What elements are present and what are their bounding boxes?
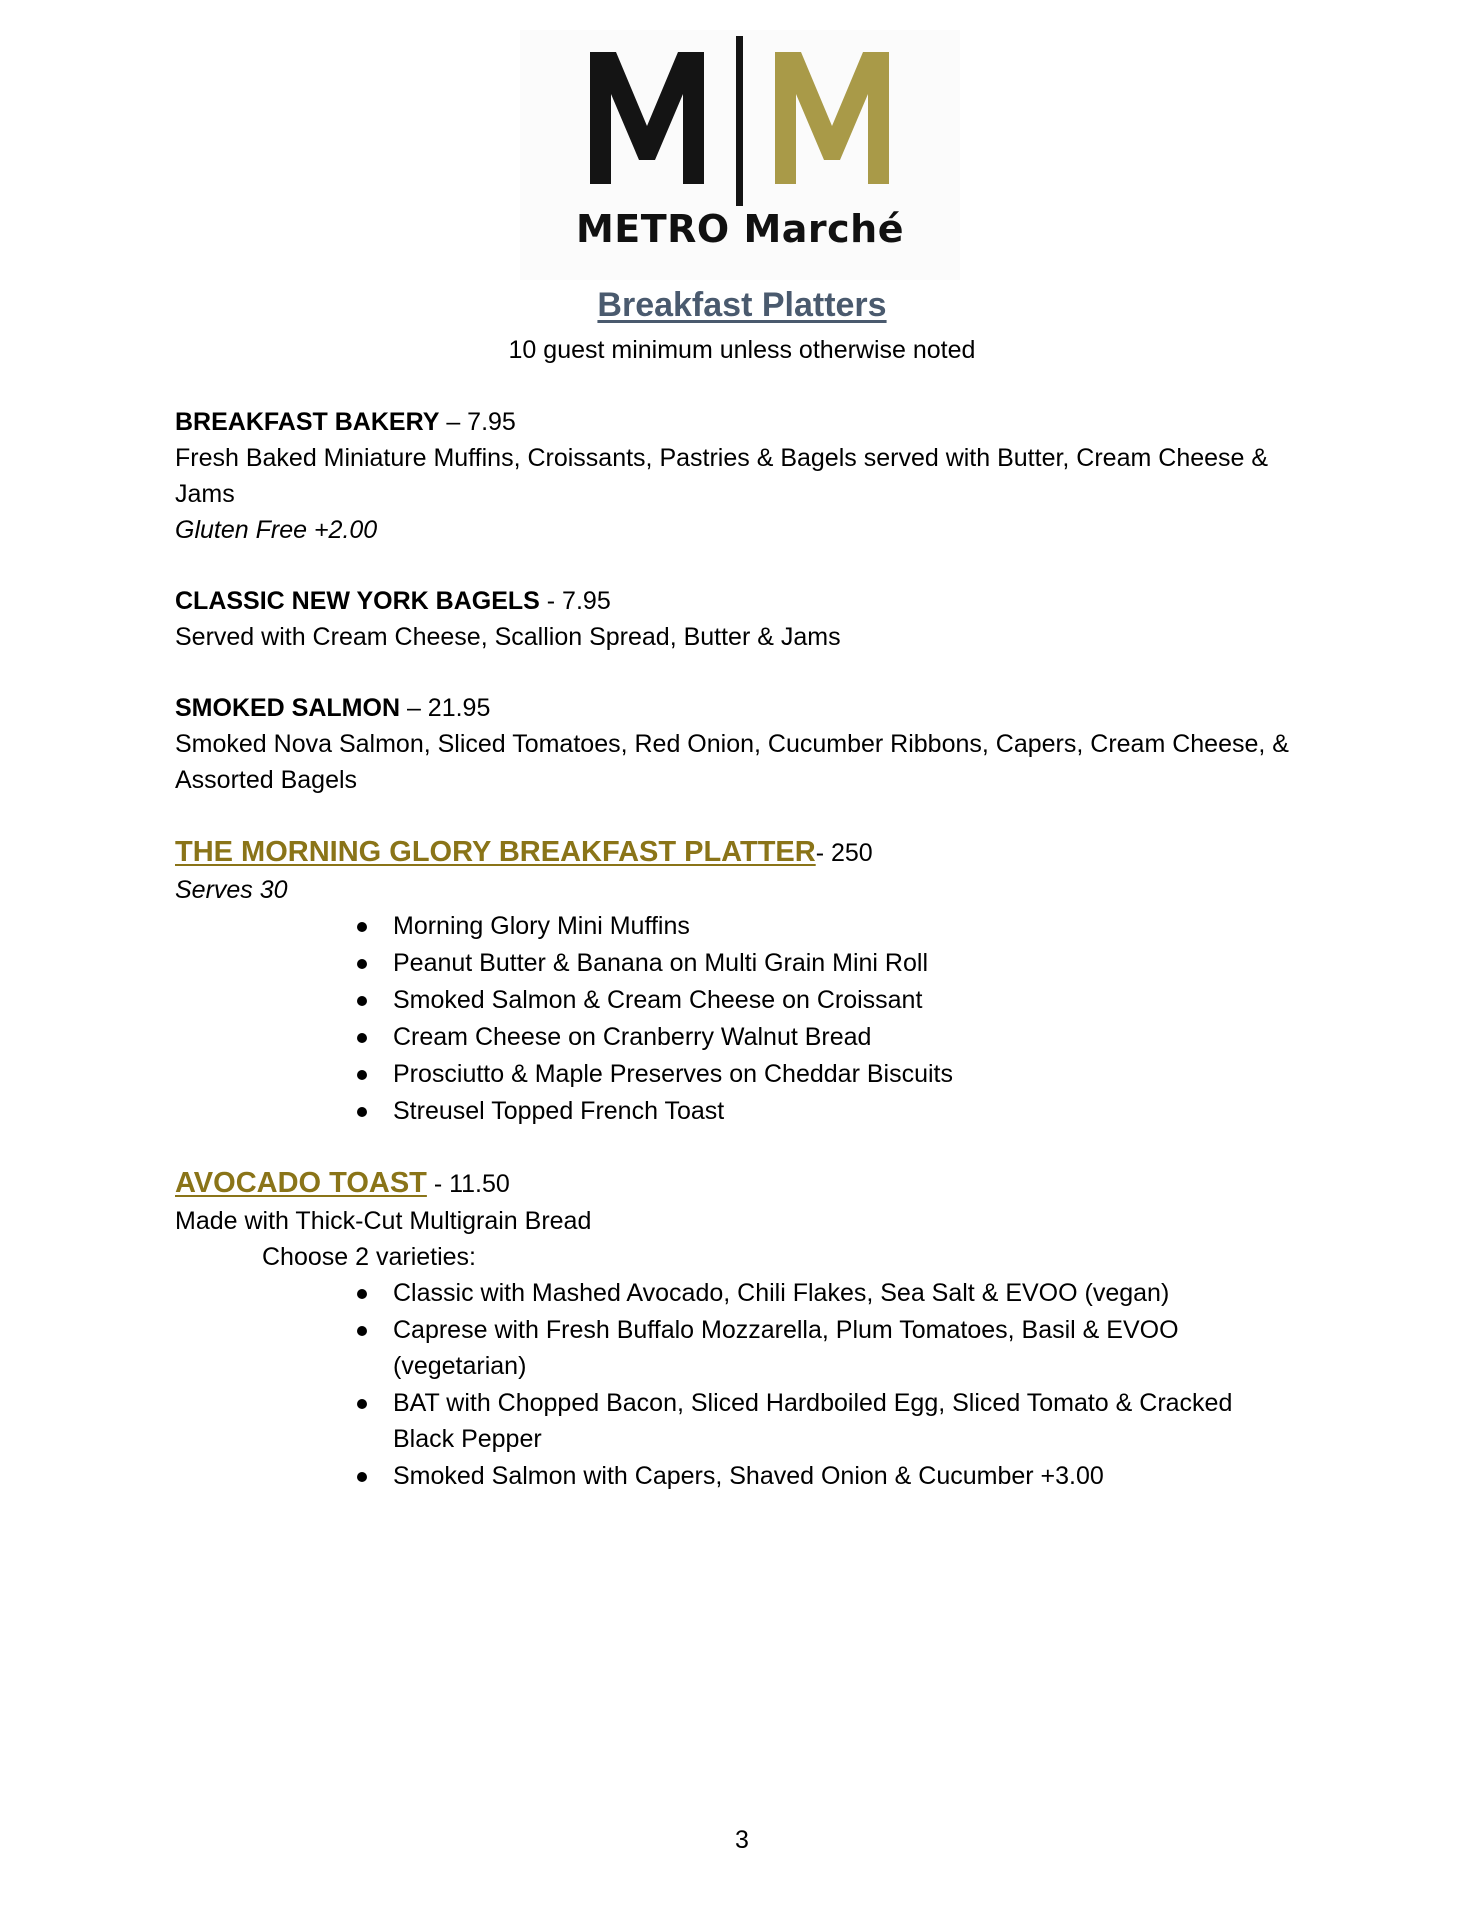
list-item-text: Streusel Topped French Toast [393,1097,725,1125]
list-item [393,982,1315,1018]
bullet-icon [357,959,367,969]
bullet-icon [357,1399,367,1409]
item-name: BREAKFAST BAKERY [175,408,440,436]
menu-item-classic-bagels [175,583,1315,655]
list-item-text: Caprese with Fresh Buffalo Mozzarella, Plum Tomatoes, Basil & EVOO (vegetarian) [393,1316,1179,1380]
list-item-text: Smoked Salmon & Cream Cheese on Croissant [393,986,923,1014]
item-description: Fresh Baked Miniature Muffins, Croissants, Pastries & Bagels served with Butter, Cream Cheese & Jams [175,444,1269,508]
feature-name: THE MORNING GLORY BREAKFAST PLATTER [175,836,816,868]
avocado-toast-list [175,1275,1315,1494]
item-name: SMOKED SALMON [175,694,400,722]
bullet-icon [357,1070,367,1080]
list-item [393,1056,1315,1092]
logo-right-m [775,52,889,184]
list-item-text: Peanut Butter & Banana on Multi Grain Mini Roll [393,949,928,977]
list-item [393,1275,1293,1311]
list-item-text: Prosciutto & Maple Preserves on Cheddar Biscuits [393,1060,953,1088]
logo-divider [736,36,743,206]
bullet-icon [357,1033,367,1043]
item-note: Gluten Free +2.00 [175,516,378,544]
menu-content [175,404,1315,1529]
list-item [393,908,1315,944]
feature-serves: Serves 30 [175,876,288,904]
menu-item-breakfast-bakery [175,404,1315,548]
metro-marche-logo [520,30,960,280]
bullet-icon [357,922,367,932]
bullet-icon [357,1289,367,1299]
mm-monogram-icon [520,30,960,220]
list-item [393,1093,1315,1129]
item-price: – 21.95 [400,694,491,722]
page-title: Breakfast Platters [597,286,887,324]
list-item [393,1312,1293,1384]
page-number: 3 [735,1826,749,1854]
feature-name: AVOCADO TOAST [175,1167,427,1199]
bullet-icon [357,1472,367,1482]
feature-price: - 250 [815,839,873,867]
bullet-icon [357,1107,367,1117]
item-description: Smoked Nova Salmon, Sliced Tomatoes, Red Onion, Cucumber Ribbons, Capers, Cream Cheese, & Assorted Bagels [175,730,1289,794]
list-item [393,1019,1315,1055]
menu-item-avocado-toast [175,1164,1315,1494]
list-item [393,945,1315,981]
logo-left-m [590,52,704,184]
list-item [393,1458,1293,1494]
item-description: Served with Cream Cheese, Scallion Spread, Butter & Jams [175,623,841,651]
item-name: CLASSIC NEW YORK BAGELS [175,587,540,615]
bullet-icon [357,996,367,1006]
feature-price: - 11.50 [426,1170,510,1198]
list-item-text: Smoked Salmon with Capers, Shaved Onion & Cucumber +3.00 [393,1462,1104,1490]
list-item-text: Morning Glory Mini Muffins [393,912,690,940]
item-price: - 7.95 [539,587,611,615]
bullet-icon [357,1326,367,1336]
feature-choose: Choose 2 varieties: [262,1243,477,1271]
list-item-text: Classic with Mashed Avocado, Chili Flakes, Sea Salt & EVOO (vegan) [393,1279,1170,1307]
list-item-text: BAT with Chopped Bacon, Sliced Hardboiled Egg, Sliced Tomato & Cracked Black Pepper [393,1389,1233,1453]
menu-item-morning-glory [175,833,1315,1129]
logo-wordmark: METRO Marché [575,207,905,251]
item-price: – 7.95 [439,408,516,436]
list-item [393,1385,1293,1457]
list-item-text: Cream Cheese on Cranberry Walnut Bread [393,1023,872,1051]
menu-item-smoked-salmon [175,690,1315,798]
morning-glory-list [175,908,1315,1129]
page-subtitle: 10 guest minimum unless otherwise noted [508,336,976,364]
feature-description: Made with Thick-Cut Multigrain Bread [175,1207,592,1235]
